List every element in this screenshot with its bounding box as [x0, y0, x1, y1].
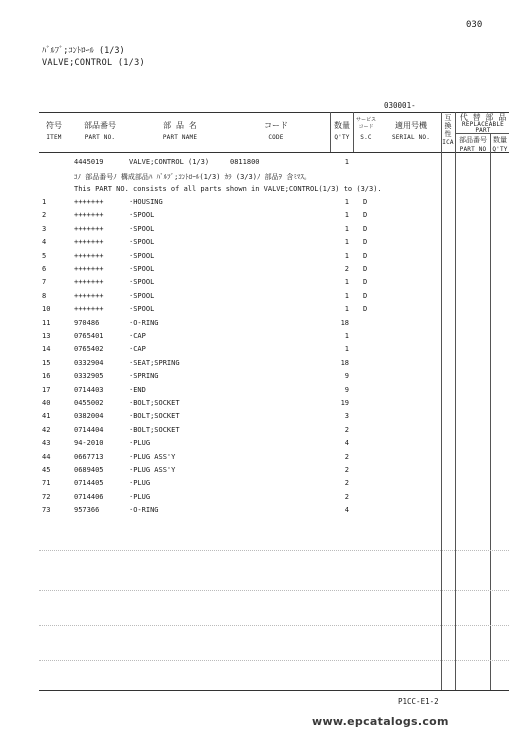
service-code: D — [363, 291, 368, 300]
item-number: 10 — [42, 305, 51, 314]
quantity: 1 — [344, 332, 349, 340]
table-row — [0, 439, 524, 452]
item-number: 11 — [42, 318, 51, 327]
page-number: 030 — [466, 20, 483, 30]
part-name: ·SPOOL — [129, 265, 155, 273]
quantity: 19 — [340, 399, 349, 407]
item-number: 43 — [42, 439, 51, 448]
item-number: 14 — [42, 345, 51, 354]
part-name: ·O-RING — [129, 318, 159, 327]
header-rep-part-no: 部品番号 PART NO — [459, 136, 487, 153]
part-number: 0714404 — [74, 425, 104, 434]
service-code: D — [363, 224, 368, 233]
quantity: 9 — [344, 385, 349, 394]
quantity: 9 — [344, 372, 349, 381]
quantity: 1 — [344, 211, 349, 220]
quantity: 4 — [344, 439, 349, 448]
header-qty: 数量 Q'TY — [334, 121, 350, 141]
service-code: D — [363, 251, 368, 260]
watermark: www.epcatalogs.com — [312, 715, 449, 728]
service-code: D — [363, 211, 368, 220]
item-number: 3 — [42, 224, 47, 233]
table-row — [0, 305, 524, 318]
part-number: +++++++ — [74, 305, 104, 314]
header-serial-no: 適用号機 SERIAL NO. — [391, 121, 431, 141]
item-number: 72 — [42, 492, 51, 501]
blank-line — [39, 590, 509, 591]
table-row — [0, 225, 524, 238]
table-row — [0, 453, 524, 466]
part-number: 0667713 — [74, 452, 104, 461]
service-code: D — [363, 305, 368, 314]
item-number: 15 — [42, 358, 51, 367]
quantity: 1 — [344, 238, 349, 247]
table-row — [0, 198, 524, 211]
service-code: D — [363, 238, 368, 247]
quantity: 4 — [344, 506, 349, 515]
item-number: 8 — [42, 291, 47, 300]
item-number: 4 — [42, 238, 47, 247]
quantity: 1 — [344, 224, 349, 233]
quantity: 1 — [344, 278, 349, 287]
part-name: ·PLUG — [129, 439, 151, 448]
item-number: 13 — [42, 332, 51, 340]
part-name: ·SPOOL — [129, 305, 155, 314]
part-number: 957366 — [74, 506, 100, 515]
service-code: D — [363, 198, 368, 206]
header-part-no: 部品番号 PART NO. — [84, 121, 116, 141]
item-number: 44 — [42, 452, 51, 461]
part-name: ·PLUG — [129, 492, 151, 501]
item-number: 16 — [42, 372, 51, 381]
quantity: 1 — [344, 198, 349, 206]
quantity: 3 — [344, 412, 349, 421]
part-number: 0689405 — [74, 466, 104, 474]
part-name: ·CAP — [129, 332, 146, 340]
item-number: 2 — [42, 211, 47, 220]
assembly-code: 0811800 — [230, 158, 260, 166]
part-number: 0714406 — [74, 492, 104, 501]
table-row — [0, 412, 524, 425]
part-number: +++++++ — [74, 238, 104, 247]
quantity: 2 — [344, 425, 349, 434]
assembly-part-no: 4445019 — [74, 158, 104, 166]
serial-range: 030001- — [384, 101, 416, 110]
part-name: ·O-RING — [129, 506, 159, 515]
item-number: 6 — [42, 265, 47, 273]
quantity: 2 — [344, 479, 349, 488]
table-row — [0, 479, 524, 492]
part-number: 0714403 — [74, 385, 104, 394]
table-row — [0, 493, 524, 506]
header-item: 符号 ITEM — [46, 121, 62, 141]
assembly-part-name: VALVE;CONTROL (1/3) — [129, 158, 210, 166]
blank-line — [39, 660, 509, 661]
part-name: ·SPOOL — [129, 238, 155, 247]
part-name: ·BOLT;SOCKET — [129, 425, 180, 434]
part-number: 0765402 — [74, 345, 104, 354]
quantity: 18 — [340, 358, 349, 367]
part-name: ·SEAT;SPRING — [129, 358, 180, 367]
item-number: 7 — [42, 278, 47, 287]
assembly-row — [0, 158, 524, 171]
table-row — [0, 292, 524, 305]
part-name: ·SPOOL — [129, 211, 155, 220]
part-name: ·HOUSING — [129, 198, 163, 206]
table-row — [0, 252, 524, 265]
part-name: ·CAP — [129, 345, 146, 354]
quantity: 2 — [344, 466, 349, 474]
header-part-name: 部 品 名 PART NAME — [162, 121, 198, 141]
table-top-rule — [39, 112, 509, 113]
part-number: +++++++ — [74, 211, 104, 220]
table-row — [0, 211, 524, 224]
quantity: 18 — [340, 318, 349, 327]
part-name: ·BOLT;SOCKET — [129, 399, 180, 407]
service-code: D — [363, 278, 368, 287]
part-number: 970486 — [74, 318, 100, 327]
table-row — [0, 399, 524, 412]
header-replaceable-part: 代 替 部 品 REPLACEABLE PART — [459, 113, 507, 134]
item-number: 1 — [42, 198, 47, 206]
part-number: +++++++ — [74, 198, 104, 206]
table-row — [0, 278, 524, 291]
part-name: ·PLUG — [129, 479, 151, 488]
part-number: 0382004 — [74, 412, 104, 421]
item-number: 41 — [42, 412, 51, 421]
part-number: +++++++ — [74, 251, 104, 260]
table-row — [0, 372, 524, 385]
part-name: ·PLUG ASS'Y — [129, 452, 176, 461]
quantity: 2 — [344, 492, 349, 501]
quantity: 2 — [344, 452, 349, 461]
part-name: ·BOLT;SOCKET — [129, 412, 180, 421]
table-row — [0, 345, 524, 358]
table-row — [0, 466, 524, 479]
quantity: 1 — [344, 291, 349, 300]
header-ica: 互 換 性 ICA — [442, 114, 454, 146]
part-name: ·PLUG ASS'Y — [129, 466, 176, 474]
item-number: 5 — [42, 251, 47, 260]
title-japanese: ﾊﾞﾙﾌﾞ;ｺﾝﾄﾛｰﾙ (1/3) — [42, 46, 125, 56]
quantity: 1 — [344, 305, 349, 314]
title-english: VALVE;CONTROL (1/3) — [42, 58, 145, 68]
part-number: 0765401 — [74, 332, 104, 340]
part-name: ·END — [129, 385, 146, 394]
item-number: 73 — [42, 506, 51, 515]
item-number: 17 — [42, 385, 51, 394]
part-number: +++++++ — [74, 291, 104, 300]
table-row — [0, 506, 524, 519]
note-english: This PART NO. consists of all parts shown in VALVE;CONTROL(1/3) to (3/3). — [74, 185, 382, 193]
part-number: 0455002 — [74, 399, 104, 407]
header-code: コード CODE — [264, 121, 288, 141]
table-row — [0, 265, 524, 278]
item-number: 45 — [42, 466, 51, 474]
table-row — [0, 319, 524, 332]
header-bottom-rule — [39, 152, 509, 153]
header-rep-qty: 数量 Q'TY — [492, 136, 508, 153]
part-number: 0332905 — [74, 372, 104, 381]
part-name: ·SPOOL — [129, 224, 155, 233]
blank-line — [39, 550, 509, 551]
quantity: 1 — [344, 251, 349, 260]
part-name: ·SPOOL — [129, 251, 155, 260]
assembly-qty: 1 — [344, 158, 349, 166]
table-row — [0, 386, 524, 399]
footer-code: P1CC-E1-2 — [398, 697, 439, 706]
table-row — [0, 332, 524, 345]
item-number: 71 — [42, 479, 51, 488]
table-row — [0, 359, 524, 372]
part-number: +++++++ — [74, 224, 104, 233]
table-bottom-rule — [39, 690, 509, 691]
part-number: +++++++ — [74, 278, 104, 287]
part-number: 0332904 — [74, 358, 104, 367]
table-row — [0, 238, 524, 251]
part-name: ·SPOOL — [129, 291, 155, 300]
part-number: 0714405 — [74, 479, 104, 488]
part-name: ·SPRING — [129, 372, 159, 381]
service-code: D — [363, 265, 368, 273]
item-number: 42 — [42, 425, 51, 434]
table-row — [0, 426, 524, 439]
part-number: 94-2010 — [74, 439, 104, 448]
quantity: 1 — [344, 345, 349, 354]
note-japanese: ｺﾉ 部品番号ﾉ 構成部品ﾊ ﾊﾞﾙﾌﾞ;ｺﾝﾄﾛｰﾙ(1/3) ｶﾗ (3/3)ﾉ 部品ｦ 含ﾐﾏｽ｡ — [74, 173, 308, 181]
quantity: 2 — [344, 265, 349, 273]
header-service-code: サービス コード S.C — [355, 117, 376, 141]
item-number: 40 — [42, 399, 51, 407]
part-number: +++++++ — [74, 265, 104, 273]
blank-line — [39, 625, 509, 626]
part-name: ·SPOOL — [129, 278, 155, 287]
